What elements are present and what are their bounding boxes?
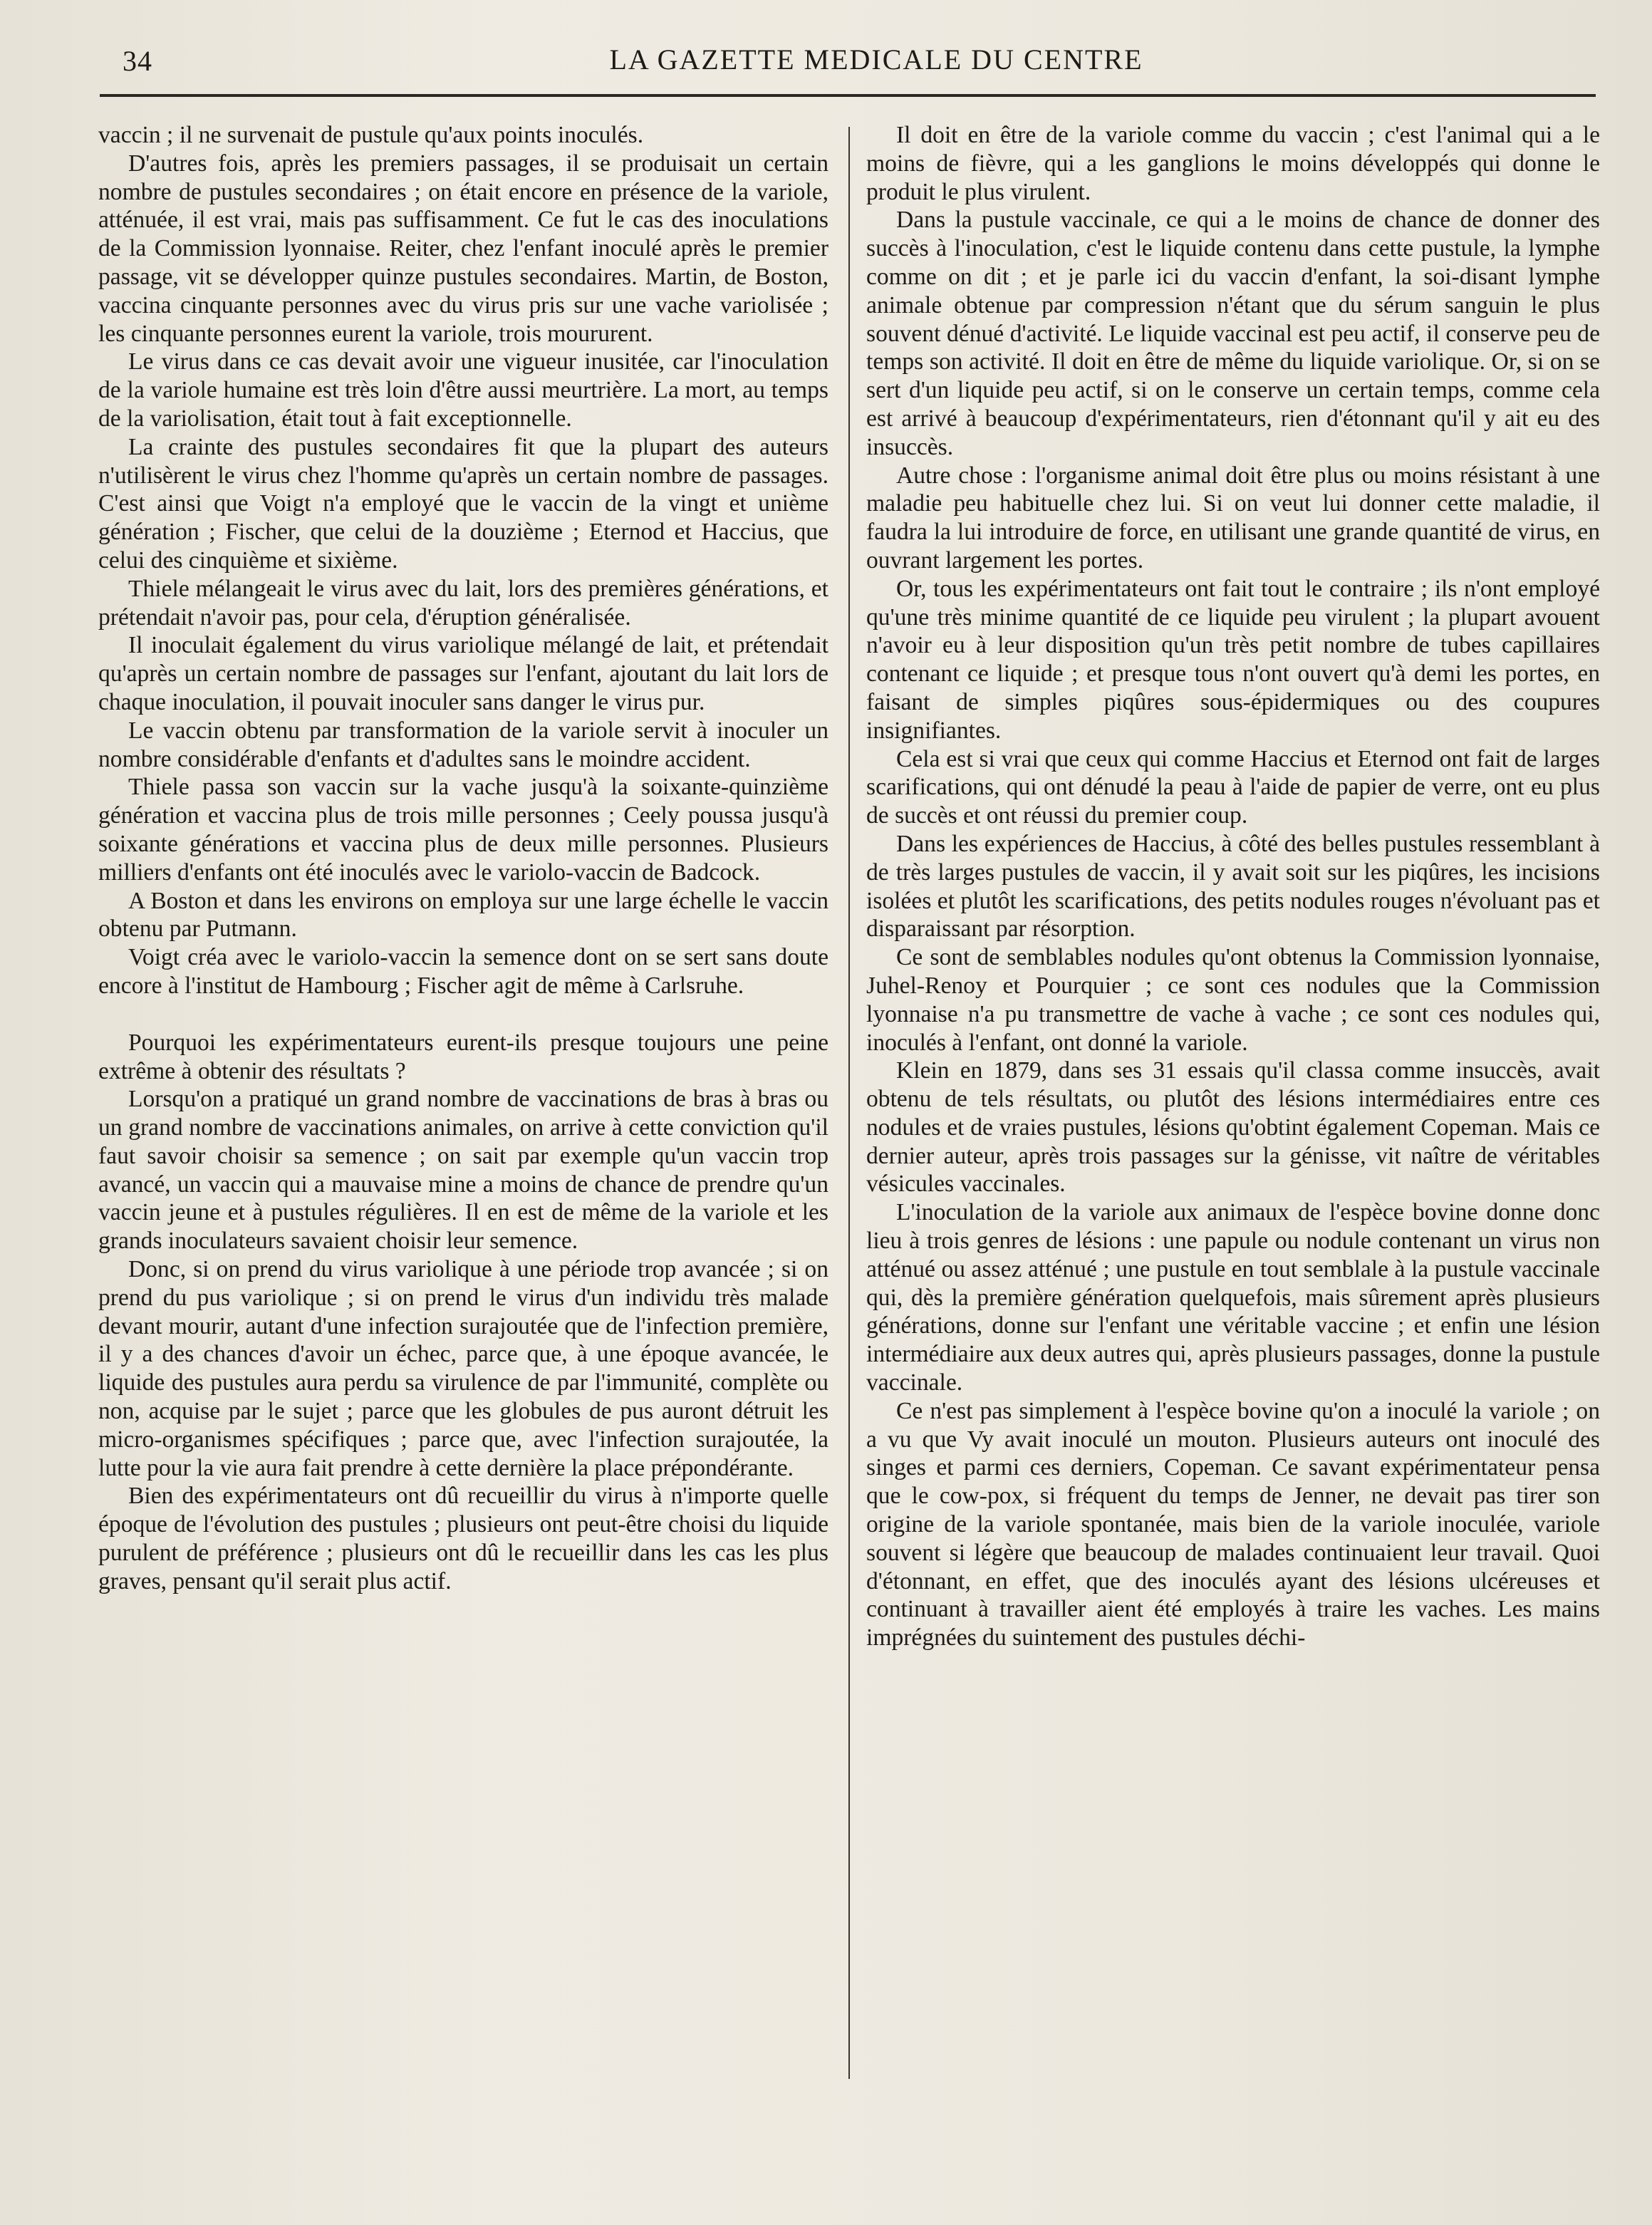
- paragraph: Dans la pustule vaccinale, ce qui a le moins de chance de donner des succès à l'inoculation, c'est le liquide contenu dans cette pustule, la lymphe comme on dit ; et je parle ici du vaccin d'enfant, la soi-disant lymphe animale obtenue par compression n'étant que du sérum sanguin le plus souvent dénué d'activité. Le liquide vaccinal est peu actif, il conserve peu de temps son activité. Il doit en être de même du liquide variolique. Or, si on se sert d'un liquide peu actif, si on le conserve un certain temps, comme cela est arrivé à beaucoup d'expérimentateurs, rien d'étonnant qu'il y ait eu des insuccès.: [866, 207, 1600, 460]
- running-title: LA GAZETTE MEDICALE DU CENTRE: [609, 43, 1143, 76]
- paragraph: Bien des expérimentateurs ont dû recueillir du virus à n'importe quelle époque de l'évolution des pustules ; plusieurs ont peut-être choisi du liquide purulent de préférence ; plusieurs ont dû le recueillir dans les cas les plus graves, pensant qu'il serait plus actif.: [98, 1483, 828, 1594]
- paragraph: Ce sont de semblables nodules qu'ont obtenus la Commission lyonnaise, Juhel-Renoy et Pourquier ; ce sont ces nodules que la Commission lyonnaise n'a pu transmettre de vache à vache ; ce sont ces nodules qui, inoculés à l'enfant, ont donné la variole.: [866, 944, 1600, 1056]
- left-column: [98, 121, 828, 1596]
- paragraph: Il doit en être de la variole comme du vaccin ; c'est l'animal qui a le moins de fièvre, qui a les ganglions le moins développés qui donne le produit le plus virulent.: [866, 122, 1600, 205]
- paragraph: Il inoculait également du virus variolique mélangé de lait, et prétendait qu'après un certain nombre de passages sur l'enfant, ajoutant du lait lors de chaque inoculation, il pouvait inoculer sans danger le virus pur.: [98, 632, 828, 715]
- paragraph: A Boston et dans les environs on employa sur une large échelle le vaccin obtenu par Putmann.: [98, 887, 828, 943]
- paragraph: Thiele mélangeait le virus avec du lait, lors des premières générations, et prétendait n'avoir pas, pour cela, d'éruption généralisée.: [98, 575, 828, 631]
- paragraph: Le vaccin obtenu par transformation de la variole servit à inoculer un nombre considérable d'enfants et d'adultes sans le moindre accident.: [98, 717, 828, 772]
- paragraph: Autre chose : l'organisme animal doit être plus ou moins résistant à une maladie peu habituelle chez lui. Si on veut lui donner cette maladie, il faudra la lui introduire de force, en utilisant une grande quantité de virus, en ouvrant largement les portes.: [866, 462, 1600, 574]
- paragraph: Ce n'est pas simplement à l'espèce bovine qu'on a inoculé la variole ; on a vu que Vy avait inoculé un mouton. Plusieurs auteurs ont inoculé des singes et parmi ces derniers, Copeman. Ce savant expérimentateur pensa que le cow-pox, si fréquent du temps de Jenner, ne devait pas tirer son origine de la variole spontanée, mais bien de la variole inoculée, variole souvent si légère que beaucoup de malades continuaient leur travail. Quoi d'étonnant, en effet, que des inoculés ayant des lésions ulcéreuses et continuant à travailler aient été employés à traire les vaches. Les mains imprégnées du suintement des pustules déchi-: [866, 1397, 1600, 1651]
- paragraph: Le virus dans ce cas devait avoir une vigueur inusitée, car l'inoculation de la variole humaine est très loin d'être aussi meurtrière. La mort, au temps de la variolisation, était tout à fait exceptionnelle.: [98, 348, 828, 432]
- column-divider: [848, 127, 850, 2079]
- paragraph: vaccin ; il ne survenait de pustule qu'aux points inoculés.: [98, 122, 644, 148]
- page-header: [100, 40, 1596, 83]
- paragraph: Dans les expériences de Haccius, à côté des belles pustules ressemblant à de très larges pustules de vaccin, il y avait soit sur les piqûres, les incisions isolées et plutôt les scarifications, des petits nodules rouges n'évoluant pas et disparaissant par résorption.: [866, 830, 1600, 943]
- right-column: [866, 121, 1600, 1652]
- paragraph: Pourquoi les expérimentateurs eurent-ils presque toujours une peine extrême à obtenir des résultats ?: [98, 1029, 828, 1084]
- paragraph: L'inoculation de la variole aux animaux de l'espèce bovine donne donc lieu à trois genres de lésions : une papule ou nodule contenant un virus non atténué ou assez atténué ; une pustule en tout semblale à la pustule vaccinale qui, dès la première génération quelquefois, mais sûrement après plusieurs générations, donne sur l'enfant une véritable vaccine ; et enfin une lésion intermédiaire aux deux autres qui, après plusieurs passages, donne la pustule vaccinale.: [866, 1199, 1600, 1396]
- paragraph: Cela est si vrai que ceux qui comme Haccius et Eternod ont fait de larges scarifications, qui ont dénudé la peau à l'aide de papier de verre, ont eu plus de succès et ont réussi du premier coup.: [866, 745, 1600, 829]
- page-number: 34: [123, 45, 152, 77]
- paragraph: Thiele passa son vaccin sur la vache jusqu'à la soixante-quinzième génération et vaccina plus de trois mille personnes ; Ceely poussa jusqu'à soixante générations et vaccina plus de deux mille personnes. Plusieurs milliers d'enfants ont été inoculés avec le variolo-vaccin de Badcock.: [98, 774, 828, 886]
- paragraph: D'autres fois, après les premiers passages, il se produisait un certain nombre de pustules secondaires ; on était encore en présence de la variole, atténuée, il est vrai, mais pas suffisamment. Ce fut le cas des inoculations de la Commission lyonnaise. Reiter, chez l'enfant inoculé après le premier passage, vit se développer quinze pustules secondaires. Martin, de Boston, vaccina cinquante personnes avec du virus pris sur une vache variolisée ; les cinquante personnes eurent la variole, trois moururent.: [98, 150, 828, 347]
- paragraph: La crainte des pustules secondaires fit que la plupart des auteurs n'utilisèrent le virus chez l'homme qu'après un certain nombre de passages. C'est ainsi que Voigt n'a employé que le vaccin de la vingt et unième génération ; Fischer, que celui de la douzième ; Eternod et Haccius, que celui des cinquième et sixième.: [98, 433, 828, 574]
- header-rule: [100, 94, 1596, 97]
- paragraph: Lorsqu'on a pratiqué un grand nombre de vaccinations de bras à bras ou un grand nombre de vaccinations animales, on arrive à cette conviction qu'il faut savoir choisir sa semence ; on sait par exemple qu'un vaccin trop avancé, un vaccin qui a mauvaise mine a moins de chance de prendre qu'un vaccin jeune et à pustules régulières. Il en est de même de la variole et les grands inoculateurs savaient choisir leur semence.: [98, 1086, 828, 1255]
- paragraph: Or, tous les expérimentateurs ont fait tout le contraire ; ils n'ont employé qu'une très minime quantité de ce liquide peu virulent ; la plupart avouent n'avoir eu à leur disposition qu'un très petit nombre de tubes capillaires contenant ce liquide ; et presque tous n'ont ouvert qu'à demi les portes, en faisant de simples piqûres sous-épidermiques ou des coupures insignifiantes.: [866, 575, 1600, 744]
- paragraph: Donc, si on prend du virus variolique à une période trop avancée ; si on prend du pus variolique ; si on prend le virus d'un individu très malade devant mourir, autant d'une infection surajoutée que de l'infection première, il y a des chances d'avoir un échec, parce que, à une époque avancée, le liquide des pustules aura perdu sa virulence de par l'immunité, complète ou non, acquise par le sujet ; parce que les globules de pus auront détruit les micro-organismes spécifiques ; parce que, avec l'infection surajoutée, la lutte pour la vie aura fait prendre à cette dernière la place prépondérante.: [98, 1256, 828, 1481]
- paragraph: Klein en 1879, dans ses 31 essais qu'il classa comme insuccès, avait obtenu de tels résultats, ou plutôt des lésions intermédiaires entre ces nodules et de vraies pustules, lésions qu'obtint également Copeman. Mais ce dernier auteur, après trois passages sur la génisse, vit naître de véritables vésicules vaccinales.: [866, 1057, 1600, 1198]
- paragraph: Voigt créa avec le variolo-vaccin la semence dont on se sert sans doute encore à l'institut de Hambourg ; Fischer agit de même à Carlsruhe.: [98, 944, 828, 999]
